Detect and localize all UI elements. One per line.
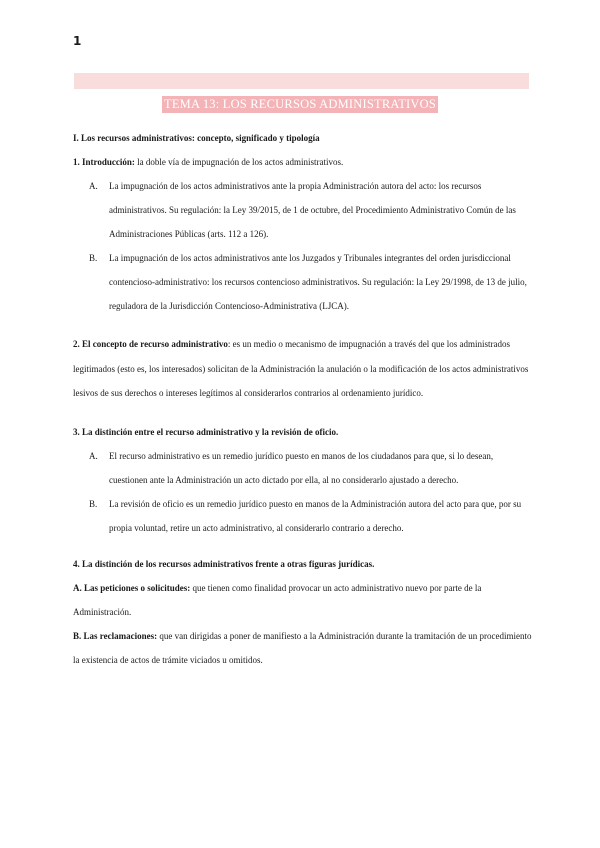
list-text: La impugnación de los actos administrativos ante la propia Administración autora del acto: los recursos administrativos. Su regulación: la Ley 39/2015, de 1 de octubre, del Procedimiento Administrativo Común de las Administraciones Públicas (arts. 112 a 126). — [109, 181, 516, 239]
spacer — [73, 540, 533, 552]
list-letter: A. — [89, 450, 98, 461]
list-letter: B. — [89, 253, 98, 263]
title-band — [74, 73, 529, 89]
concept-label: 2. El concepto de recurso administrativo — [73, 339, 228, 349]
spacer — [73, 318, 533, 332]
figures-text: que van dirigidas a poner de manifiesto a la Administración durante la tramitación de un procedimiento la existencia de actos de trámite viciados u omitidos. — [73, 630, 532, 665]
figures-label: A. Las peticiones o solicitudes: — [73, 582, 191, 593]
list-letter: B. — [89, 498, 98, 509]
figures-text: que tienen como finalidad provocar un acto administrativo nuevo por parte de la Administración. — [73, 582, 482, 617]
intro-item-a — [73, 174, 533, 246]
title-wrap — [0, 95, 600, 113]
page-number: 1 — [73, 34, 82, 48]
distinction-item-a — [73, 444, 533, 492]
list-text: La impugnación de los actos administrativos ante los Juzgados y Tribunales integrantes del orden jurisdiccional contencioso-administrativo: los recursos contencioso administrativos. Su regulación: la Ley 29/1998, de 13 de julio, reguladora de la Jurisdicción Contencioso-Administrativa (LJCA). — [109, 253, 527, 311]
figures-label: B. Las reclamaciones: — [73, 630, 158, 641]
section-heading — [73, 126, 533, 150]
intro-label: 1. Introducción: — [73, 157, 135, 167]
list-text: El recurso administrativo es un remedio jurídico puesto en manos de los ciudadanos para que, si lo desean, cuestionen ante la Administración un acto dictado por ella, al no considerarlo ajustado a derecho. — [109, 450, 494, 485]
document-body — [73, 126, 533, 672]
section-heading-text: I. Los recursos administrativos: concepto, significado y tipología — [73, 133, 320, 143]
figures-heading-text: 4. La distinción de los recursos administrativos frente a otras figuras jurídicas. — [73, 558, 375, 569]
figures-heading — [73, 552, 533, 576]
list-letter: A. — [89, 181, 98, 191]
concept-paragraph — [73, 332, 533, 406]
figures-item-a — [73, 576, 533, 624]
intro-paragraph — [73, 150, 533, 174]
distinction-heading-text: 3. La distinción entre el recurso administrativo y la revisión de oficio. — [73, 426, 339, 437]
concept-text: : es un medio o mecanismo de impugnación a través del que los administrados legitimados (esto es, los interesados) solicitan de la Administración la anulación o la modificación de los actos administrativos lesivos de sus derechos o intereses legítimos al considerarlos contrarios al ordenamiento jurídico. — [73, 339, 529, 398]
list-text: La revisión de oficio es un remedio jurídico puesto en manos de la Administración autora del acto para que, por su propia voluntad, retire un acto administrativo, al considerarlo contrario a derecho. — [109, 498, 522, 533]
intro-item-b — [73, 246, 533, 318]
figures-item-b — [73, 624, 533, 672]
distinction-item-b — [73, 492, 533, 540]
intro-text: la doble vía de impugnación de los actos administrativos. — [134, 157, 344, 167]
spacer — [73, 406, 533, 420]
distinction-heading — [73, 420, 533, 444]
document-title: TEMA 13: LOS RECURSOS ADMINISTRATIVOS — [163, 97, 437, 111]
